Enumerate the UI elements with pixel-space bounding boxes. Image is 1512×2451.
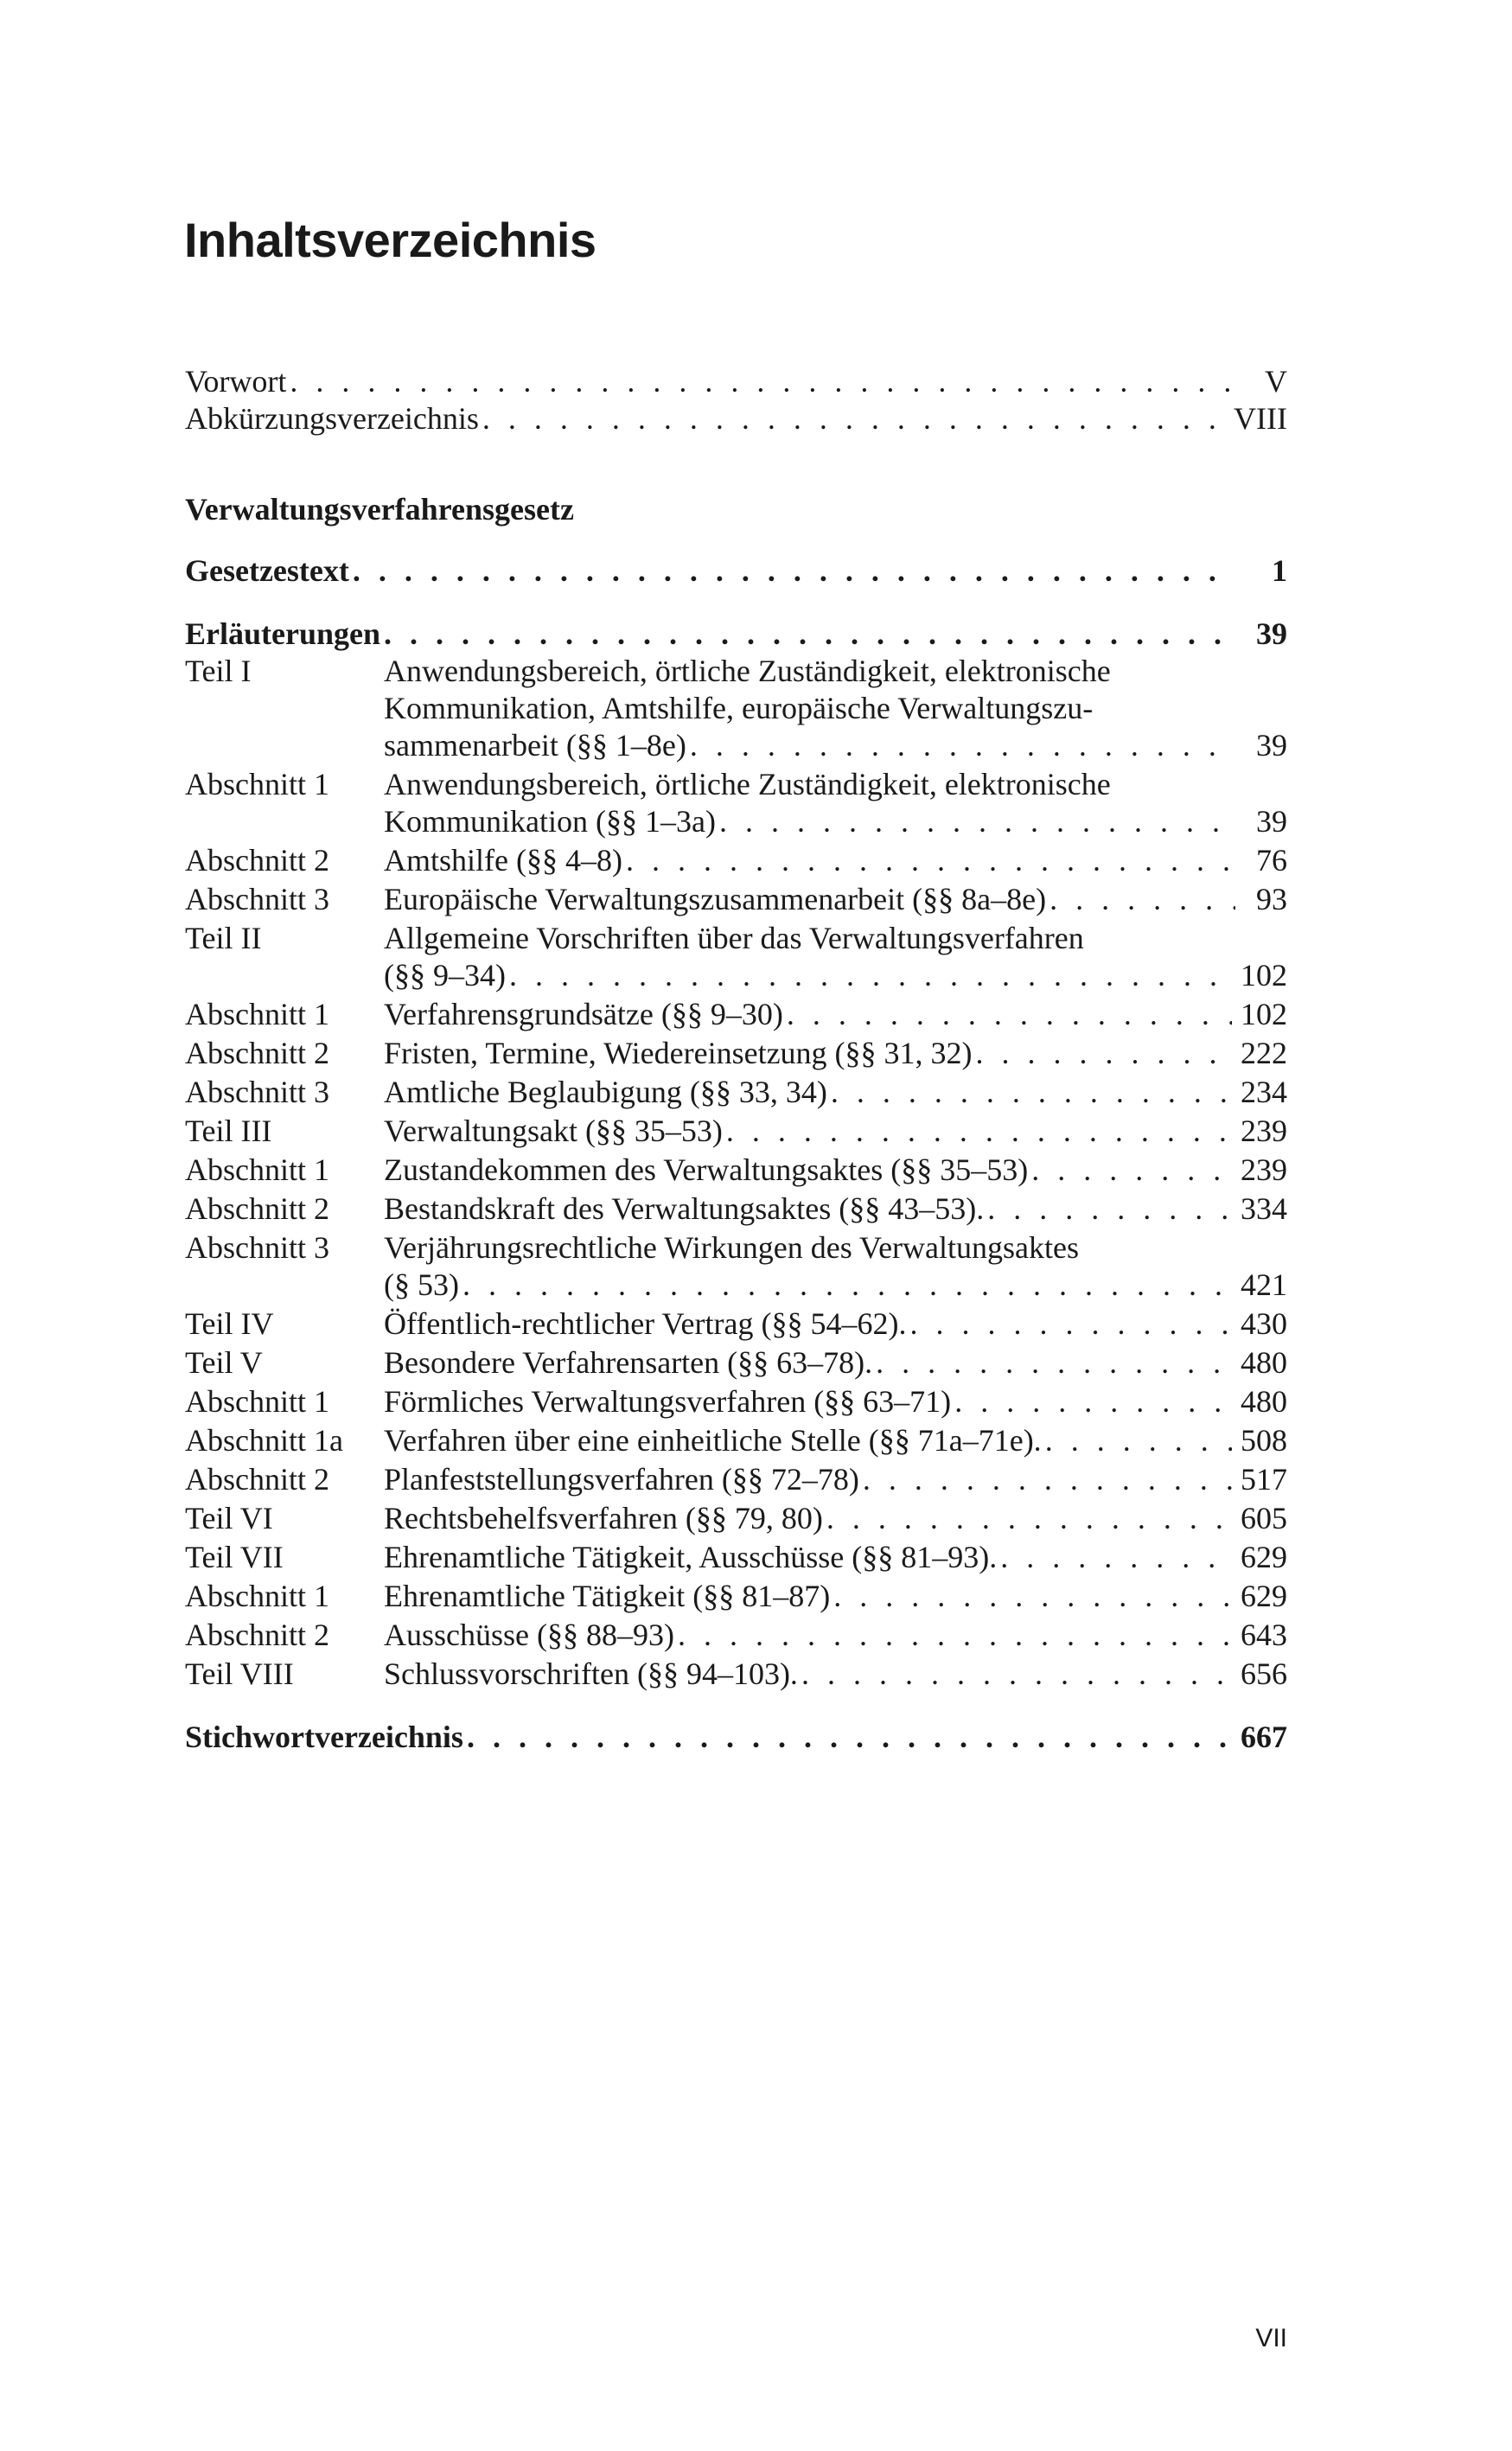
dot-leader: [1000, 1539, 1232, 1576]
toc-entry-last-line: [384, 803, 1287, 840]
toc-entry-body: [384, 1152, 1287, 1189]
toc-entry-text: Kommunikation (§§ 1–3a): [384, 804, 716, 839]
toc-page-number: 39: [1256, 804, 1287, 839]
toc-entry-text: (§ 53): [384, 1267, 459, 1302]
toc-entry-text: Verfahren über eine einheitliche Stelle (§§ 71a–71e).: [384, 1423, 1042, 1458]
toc-entry-last-line: [384, 1422, 1287, 1459]
toc-entry-label: Abschnitt 2: [185, 843, 329, 878]
toc-entry-text: Erläuterungen: [185, 616, 381, 651]
toc-entry-last-line: [384, 1578, 1287, 1615]
toc-entry: [185, 1617, 1287, 1654]
toc-page-number: 334: [1241, 1191, 1287, 1226]
toc-entry-gesetzestext: [185, 552, 1287, 590]
toc-page-number: 39: [1256, 728, 1287, 763]
toc-entry-label: Teil VII: [185, 1540, 284, 1574]
toc-entry-text: Planfeststellungsverfahren (§§ 72–78): [384, 1462, 859, 1497]
dot-leader: [690, 727, 1235, 764]
toc-entry-text: Öffentlich-rechtlicher Vertrag (§§ 54–62).: [384, 1306, 907, 1341]
toc-entry-body: [384, 1461, 1287, 1498]
toc-entry-last-line: [384, 1152, 1287, 1189]
toc-entry-text: Amtshilfe (§§ 4–8): [384, 843, 622, 878]
toc-page-number: 480: [1241, 1345, 1287, 1380]
toc-entry-last-line: [384, 996, 1287, 1033]
toc-entry-label: Teil V: [185, 1345, 263, 1380]
toc-entry-label: Teil VIII: [185, 1656, 294, 1691]
toc-page-number: 239: [1241, 1114, 1287, 1148]
toc-entry-last-line: [384, 1305, 1287, 1343]
toc-entry-stichwortverzeichnis: [185, 1719, 1287, 1756]
toc-entry-last-line: [384, 727, 1287, 764]
dot-leader: [726, 1113, 1232, 1150]
toc-page-number: 643: [1241, 1618, 1287, 1652]
toc-entry-text: Stichwortverzeichnis: [185, 1720, 463, 1754]
toc-entry: [185, 653, 1287, 764]
toc-entry-last-line: [384, 1539, 1287, 1576]
toc-page-number: 239: [1241, 1152, 1287, 1187]
toc-entry-label: Abschnitt 3: [185, 1075, 329, 1109]
toc-page-number: 508: [1241, 1423, 1287, 1458]
toc-page-number: VIII: [1234, 401, 1287, 436]
toc-entry-label: Teil IV: [185, 1306, 274, 1341]
toc-entry-text: Besondere Verfahrensarten (§§ 63–78).: [384, 1345, 873, 1380]
toc-entry-label: Abschnitt 3: [185, 882, 329, 916]
toc-entry-text: Verwaltungsakt (§§ 35–53): [384, 1114, 723, 1148]
toc-page-number: 656: [1241, 1656, 1287, 1691]
dot-leader: [833, 1578, 1232, 1615]
toc-entry-body: [384, 920, 1287, 994]
toc-entry-label: Abschnitt 1: [185, 1384, 329, 1419]
toc-entry-body: [384, 1113, 1287, 1150]
toc-entry-body: [384, 766, 1287, 840]
toc-entry-last-line: [384, 1500, 1287, 1537]
dot-leader: [976, 1035, 1232, 1072]
toc-entry-last-line: [384, 1035, 1287, 1072]
toc-entry-last-line: [384, 842, 1287, 879]
toc-entry-text: Europäische Verwaltungszusammenarbeit (§§ 8a–8e): [384, 882, 1047, 916]
toc-entry: [185, 1229, 1287, 1304]
toc-page-number: V: [1265, 364, 1287, 399]
toc-entry-body: [384, 1578, 1287, 1615]
dot-leader: [1049, 881, 1235, 918]
toc-entry-line: Verjährungsrechtliche Wirkungen des Verwaltungsaktes: [384, 1230, 1079, 1265]
dot-leader: [787, 996, 1232, 1033]
toc-entry-text: Ehrenamtliche Tätigkeit (§§ 81–87): [384, 1579, 831, 1613]
toc-entry-body: [384, 1344, 1287, 1382]
toc-entry: [185, 1461, 1287, 1498]
toc-entry-text: Vorwort: [185, 364, 287, 399]
toc-entry: [185, 920, 1287, 994]
toc-entry-label: Abschnitt 3: [185, 1230, 329, 1265]
toc-entry-text: Förmliches Verwaltungsverfahren (§§ 63–71): [384, 1384, 952, 1419]
toc-entry-last-line: [384, 1074, 1287, 1111]
toc-entry: [185, 1305, 1287, 1343]
dot-leader: [987, 1190, 1232, 1228]
toc-entry-body: [384, 1500, 1287, 1537]
toc-entry-text: Ehrenamtliche Tätigkeit, Ausschüsse (§§ 81–93).: [384, 1540, 998, 1574]
toc-entry: [185, 1656, 1287, 1693]
toc-entry: [185, 1152, 1287, 1189]
toc-page-number: 480: [1241, 1384, 1287, 1419]
toc-entry-text: Bestandskraft des Verwaltungsaktes (§§ 43–53).: [384, 1191, 985, 1226]
toc-entry: [185, 881, 1287, 918]
toc-entry-last-line: [384, 1190, 1287, 1228]
toc-page-number: 76: [1256, 843, 1287, 878]
toc-entry-label: Teil I: [185, 654, 252, 688]
toc-page-number: 421: [1241, 1267, 1287, 1302]
law-section-title: Verwaltungsverfahrensgesetz: [185, 492, 574, 527]
toc-entry-body: [384, 1229, 1287, 1304]
toc-entry-label: Abschnitt 2: [185, 1462, 329, 1497]
page-number: VII: [1255, 2324, 1287, 2352]
dot-leader: [678, 1617, 1232, 1654]
table-of-contents: [185, 363, 1287, 1756]
toc-entry-label: Teil III: [185, 1114, 272, 1148]
toc-entry-body: [384, 842, 1287, 879]
page-title: Inhaltsverzeichnis: [184, 213, 597, 267]
dot-leader: [482, 400, 1225, 437]
toc-entry-last-line: [384, 1267, 1287, 1304]
toc-entry-body: [384, 1190, 1287, 1228]
toc-entry-abkuerzungsverzeichnis: [185, 400, 1287, 437]
toc-entry: [185, 1344, 1287, 1382]
toc-entry-text: Amtliche Beglaubigung (§§ 33, 34): [384, 1075, 827, 1109]
toc-entry: [185, 766, 1287, 840]
toc-page-number: 605: [1241, 1501, 1287, 1535]
toc-entry-line: Anwendungsbereich, örtliche Zuständigkeit, elektronische: [384, 767, 1111, 801]
dot-leader: [863, 1461, 1232, 1498]
toc-entry-line: Allgemeine Vorschriften über das Verwaltungsverfahren: [384, 921, 1084, 955]
toc-entry: [185, 842, 1287, 879]
dot-leader: [826, 1500, 1232, 1537]
toc-entry-body: [384, 1422, 1287, 1459]
dot-leader: [463, 1267, 1232, 1304]
dot-leader: [954, 1383, 1232, 1420]
dot-leader: [876, 1344, 1232, 1382]
toc-page-number: 1: [1272, 553, 1287, 588]
toc-entry-last-line: [384, 881, 1287, 918]
dot-leader: [384, 616, 1235, 653]
toc-entry-text: Gesetzestext: [185, 553, 349, 588]
dot-leader: [909, 1305, 1232, 1343]
toc-entry-label: Abschnitt 2: [185, 1036, 329, 1070]
toc-entry: [185, 1578, 1287, 1615]
toc-entry-label: Abschnitt 1: [185, 997, 329, 1031]
toc-entry-body: [384, 1074, 1287, 1111]
toc-page-number: 102: [1241, 958, 1287, 993]
toc-entry-body: [384, 881, 1287, 918]
toc-entry: [185, 996, 1287, 1033]
toc-entry-last-line: [384, 1113, 1287, 1150]
toc-entry: [185, 1383, 1287, 1420]
dot-leader: [831, 1074, 1232, 1111]
toc-entry-body: [384, 1656, 1287, 1693]
toc-entries: [185, 653, 1287, 1693]
toc-entry-text: Zustandekommen des Verwaltungsaktes (§§ 35–53): [384, 1152, 1029, 1187]
dot-leader: [509, 957, 1232, 994]
toc-entry: [185, 1035, 1287, 1072]
toc-entry-label: Abschnitt 1a: [185, 1423, 343, 1458]
toc-entry-body: [384, 1617, 1287, 1654]
toc-entry-vorwort: [185, 363, 1287, 400]
toc-page-number: 629: [1241, 1540, 1287, 1574]
dot-leader: [1031, 1152, 1232, 1189]
toc-entry-text: Schlussvorschriften (§§ 94–103).: [384, 1656, 798, 1691]
toc-page-number: 234: [1241, 1075, 1287, 1109]
toc-entry-line: Kommunikation, Amtshilfe, europäische Verwaltungszu-: [384, 691, 1094, 725]
toc-entry-label: Abschnitt 1: [185, 1579, 329, 1613]
toc-page-number: 93: [1256, 882, 1287, 916]
toc-entry-body: [384, 1539, 1287, 1576]
toc-entry-label: Abschnitt 2: [185, 1191, 329, 1226]
dot-leader: [719, 803, 1235, 840]
dot-leader: [467, 1719, 1232, 1756]
toc-entry-body: [384, 1305, 1287, 1343]
toc-page-number: 222: [1241, 1036, 1287, 1070]
toc-entry-last-line: [384, 1656, 1287, 1693]
toc-page-number: 430: [1241, 1306, 1287, 1341]
toc-entry-text: Fristen, Termine, Wiedereinsetzung (§§ 31, 32): [384, 1036, 973, 1070]
toc-entry-body: [384, 653, 1287, 764]
toc-entry-label: Teil VI: [185, 1501, 273, 1535]
toc-page-number: 39: [1256, 616, 1287, 651]
toc-entry-text: sammenarbeit (§§ 1–8e): [384, 728, 686, 763]
toc-entry-text: (§§ 9–34): [384, 958, 506, 993]
toc-page-number: 102: [1241, 997, 1287, 1031]
toc-entry-text: Verfahrensgrundsätze (§§ 9–30): [384, 997, 783, 1031]
toc-entry-last-line: [384, 1617, 1287, 1654]
toc-entry-last-line: [384, 1461, 1287, 1498]
toc-entry-body: [384, 1383, 1287, 1420]
dot-leader: [626, 842, 1235, 879]
toc-entry: [185, 1539, 1287, 1576]
toc-page-number: 629: [1241, 1579, 1287, 1613]
toc-entry: [185, 1500, 1287, 1537]
dot-leader: [353, 552, 1235, 590]
toc-entry: [185, 1113, 1287, 1150]
toc-entry-body: [384, 996, 1287, 1033]
toc-entry-last-line: [384, 1344, 1287, 1382]
toc-entry: [185, 1074, 1287, 1111]
toc-entry: [185, 1422, 1287, 1459]
toc-entry-text: Ausschüsse (§§ 88–93): [384, 1618, 674, 1652]
toc-entry-label: Abschnitt 1: [185, 1152, 329, 1187]
toc-entry: [185, 1190, 1287, 1228]
toc-entry-last-line: [384, 957, 1287, 994]
toc-entry-label: Teil II: [185, 921, 262, 955]
toc-entry-text: Rechtsbehelfsverfahren (§§ 79, 80): [384, 1501, 823, 1535]
toc-page-number: 517: [1241, 1462, 1287, 1497]
toc-entry-line: Anwendungsbereich, örtliche Zuständigkeit, elektronische: [384, 654, 1111, 688]
toc-entry-body: [384, 1035, 1287, 1072]
toc-entry-last-line: [384, 1383, 1287, 1420]
dot-leader: [801, 1656, 1232, 1693]
toc-entry-text: Abkürzungsverzeichnis: [185, 401, 479, 436]
toc-page-number: 667: [1241, 1720, 1287, 1754]
toc-entry-erlaeuterungen: [185, 616, 1287, 653]
toc-entry-label: Abschnitt 1: [185, 767, 329, 801]
dot-leader: [290, 363, 1235, 400]
toc-entry-label: Abschnitt 2: [185, 1618, 329, 1652]
dot-leader: [1045, 1422, 1232, 1459]
